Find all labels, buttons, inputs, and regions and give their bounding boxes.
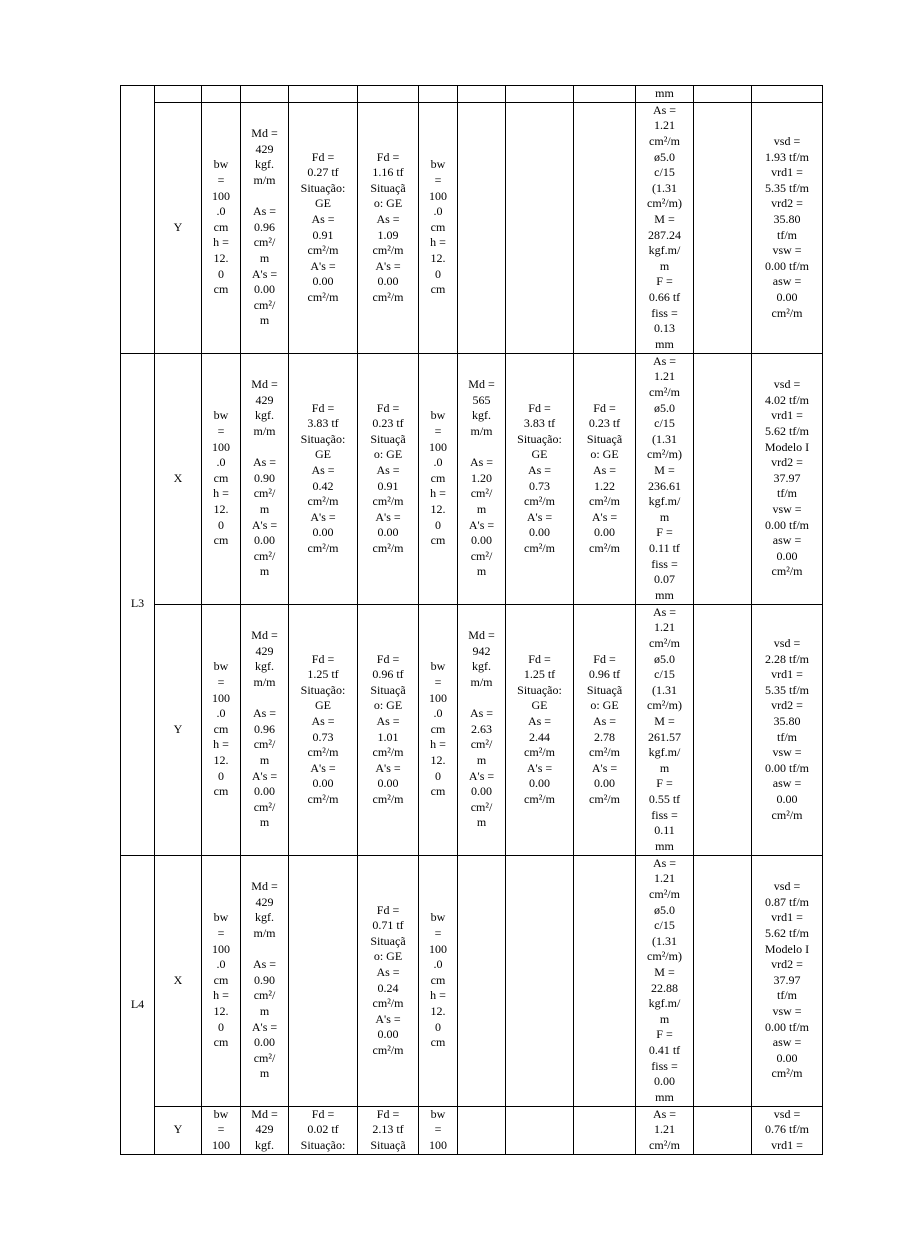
section-cell: bw = 100 (202, 1106, 241, 1154)
moment-cell: Md = 429 kgf. (241, 1106, 289, 1154)
section-cell: bw = 100 .0 cm h = 12. 0 cm (419, 855, 458, 1106)
empty-cell (694, 1106, 752, 1154)
moment-cell (458, 102, 506, 353)
reinforcement-cell: As = 1.21 cm²/m ø5.0 c/15 (1.31 cm²/m) M = 22.88 kgf.m/ m F = 0.41 tf fiss = 0.00 mm (636, 855, 694, 1106)
reinforcement-cell: As = 1.21 cm²/m ø5.0 c/15 (1.31 cm²/m) M = 287.24 kgf.m/ m F = 0.66 tf fiss = 0.13 mm (636, 102, 694, 353)
table-row (121, 604, 823, 855)
force-cell (574, 1106, 636, 1154)
moment-cell (458, 1106, 506, 1154)
force-cell (289, 86, 358, 103)
section-cell: bw = 100 .0 cm h = 12. 0 cm (202, 604, 241, 855)
direction-cell: Y (155, 102, 202, 353)
slab-label-cell: L3 (121, 353, 155, 855)
section-cell: bw = 100 .0 cm h = 12. 0 cm (419, 353, 458, 604)
force-cell (289, 855, 358, 1106)
direction-cell: Y (155, 1106, 202, 1154)
moment-cell: Md = 429 kgf. m/m As = 0.96 cm²/ m A's = 0.00 cm²/ m (241, 604, 289, 855)
force-cell (574, 86, 636, 103)
force-cell: Fd = 1.16 tf Situaçã o: GE As = 1.09 cm²/m A's = 0.00 cm²/m (358, 102, 419, 353)
section-cell: bw = 100 (419, 1106, 458, 1154)
slab-results-table (120, 85, 823, 1155)
direction-cell: X (155, 353, 202, 604)
force-cell (506, 1106, 574, 1154)
force-cell: Fd = 0.27 tf Situação: GE As = 0.91 cm²/m A's = 0.00 cm²/m (289, 102, 358, 353)
table-row (121, 1106, 823, 1154)
table-row (121, 86, 823, 103)
moment-cell (241, 86, 289, 103)
moment-cell: Md = 565 kgf. m/m As = 1.20 cm²/ m A's = 0.00 cm²/ m (458, 353, 506, 604)
moment-cell: Md = 429 kgf. m/m As = 0.90 cm²/ m A's = 0.00 cm²/ m (241, 855, 289, 1106)
direction-cell (155, 86, 202, 103)
section-cell: bw = 100 .0 cm h = 12. 0 cm (419, 102, 458, 353)
shear-cell (752, 86, 823, 103)
table-row (121, 855, 823, 1106)
force-cell: Fd = 0.71 tf Situaçã o: GE As = 0.24 cm²/m A's = 0.00 cm²/m (358, 855, 419, 1106)
force-cell: Fd = 1.25 tf Situação: GE As = 0.73 cm²/m A's = 0.00 cm²/m (289, 604, 358, 855)
force-cell (358, 86, 419, 103)
reinforcement-cell: mm (636, 86, 694, 103)
force-cell (506, 855, 574, 1106)
shear-cell: vsd = 1.93 tf/m vrd1 = 5.35 tf/m vrd2 = 35.80 tf/m vsw = 0.00 tf/m asw = 0.00 cm²/m (752, 102, 823, 353)
section-cell: bw = 100 .0 cm h = 12. 0 cm (202, 353, 241, 604)
direction-cell: Y (155, 604, 202, 855)
empty-cell (694, 604, 752, 855)
slab-label-cell: L4 (121, 855, 155, 1154)
force-cell: Fd = 3.83 tf Situação: GE As = 0.42 cm²/m A's = 0.00 cm²/m (289, 353, 358, 604)
force-cell (506, 86, 574, 103)
force-cell: Fd = 0.96 tf Situaçã o: GE As = 1.01 cm²/m A's = 0.00 cm²/m (358, 604, 419, 855)
empty-cell (694, 855, 752, 1106)
force-cell: Fd = 3.83 tf Situação: GE As = 0.73 cm²/m A's = 0.00 cm²/m (506, 353, 574, 604)
direction-cell: X (155, 855, 202, 1106)
section-cell: bw = 100 .0 cm h = 12. 0 cm (202, 855, 241, 1106)
moment-cell: Md = 429 kgf. m/m As = 0.90 cm²/ m A's = 0.00 cm²/ m (241, 353, 289, 604)
section-cell (202, 86, 241, 103)
force-cell: Fd = 2.13 tf Situaçã (358, 1106, 419, 1154)
force-cell: Fd = 0.02 tf Situação: (289, 1106, 358, 1154)
moment-cell (458, 86, 506, 103)
force-cell (574, 855, 636, 1106)
empty-cell (694, 102, 752, 353)
force-cell (506, 102, 574, 353)
section-cell: bw = 100 .0 cm h = 12. 0 cm (202, 102, 241, 353)
moment-cell: Md = 429 kgf. m/m As = 0.96 cm²/ m A's = 0.00 cm²/ m (241, 102, 289, 353)
shear-cell: vsd = 2.28 tf/m vrd1 = 5.35 tf/m vrd2 = 35.80 tf/m vsw = 0.00 tf/m asw = 0.00 cm²/m (752, 604, 823, 855)
shear-cell: vsd = 0.76 tf/m vrd1 = (752, 1106, 823, 1154)
section-cell (419, 86, 458, 103)
moment-cell (458, 855, 506, 1106)
moment-cell: Md = 942 kgf. m/m As = 2.63 cm²/ m A's = 0.00 cm²/ m (458, 604, 506, 855)
table-row (121, 353, 823, 604)
force-cell: Fd = 0.23 tf Situaçã o: GE As = 0.91 cm²/m A's = 0.00 cm²/m (358, 353, 419, 604)
reinforcement-cell: As = 1.21 cm²/m (636, 1106, 694, 1154)
section-cell: bw = 100 .0 cm h = 12. 0 cm (419, 604, 458, 855)
force-cell: Fd = 1.25 tf Situação: GE As = 2.44 cm²/m A's = 0.00 cm²/m (506, 604, 574, 855)
shear-cell: vsd = 0.87 tf/m vrd1 = 5.62 tf/m Modelo I vrd2 = 37.97 tf/m vsw = 0.00 tf/m asw = 0.00 cm²/m (752, 855, 823, 1106)
empty-cell (694, 353, 752, 604)
slab-label-cell (121, 86, 155, 354)
force-cell: Fd = 0.96 tf Situaçã o: GE As = 2.78 cm²/m A's = 0.00 cm²/m (574, 604, 636, 855)
reinforcement-cell: As = 1.21 cm²/m ø5.0 c/15 (1.31 cm²/m) M = 236.61 kgf.m/ m F = 0.11 tf fiss = 0.07 mm (636, 353, 694, 604)
shear-cell: vsd = 4.02 tf/m vrd1 = 5.62 tf/m Modelo I vrd2 = 37.97 tf/m vsw = 0.00 tf/m asw = 0.00 cm²/m (752, 353, 823, 604)
reinforcement-cell: As = 1.21 cm²/m ø5.0 c/15 (1.31 cm²/m) M = 261.57 kgf.m/ m F = 0.55 tf fiss = 0.11 mm (636, 604, 694, 855)
force-cell (574, 102, 636, 353)
table-row (121, 102, 823, 353)
empty-cell (694, 86, 752, 103)
force-cell: Fd = 0.23 tf Situaçã o: GE As = 1.22 cm²/m A's = 0.00 cm²/m (574, 353, 636, 604)
